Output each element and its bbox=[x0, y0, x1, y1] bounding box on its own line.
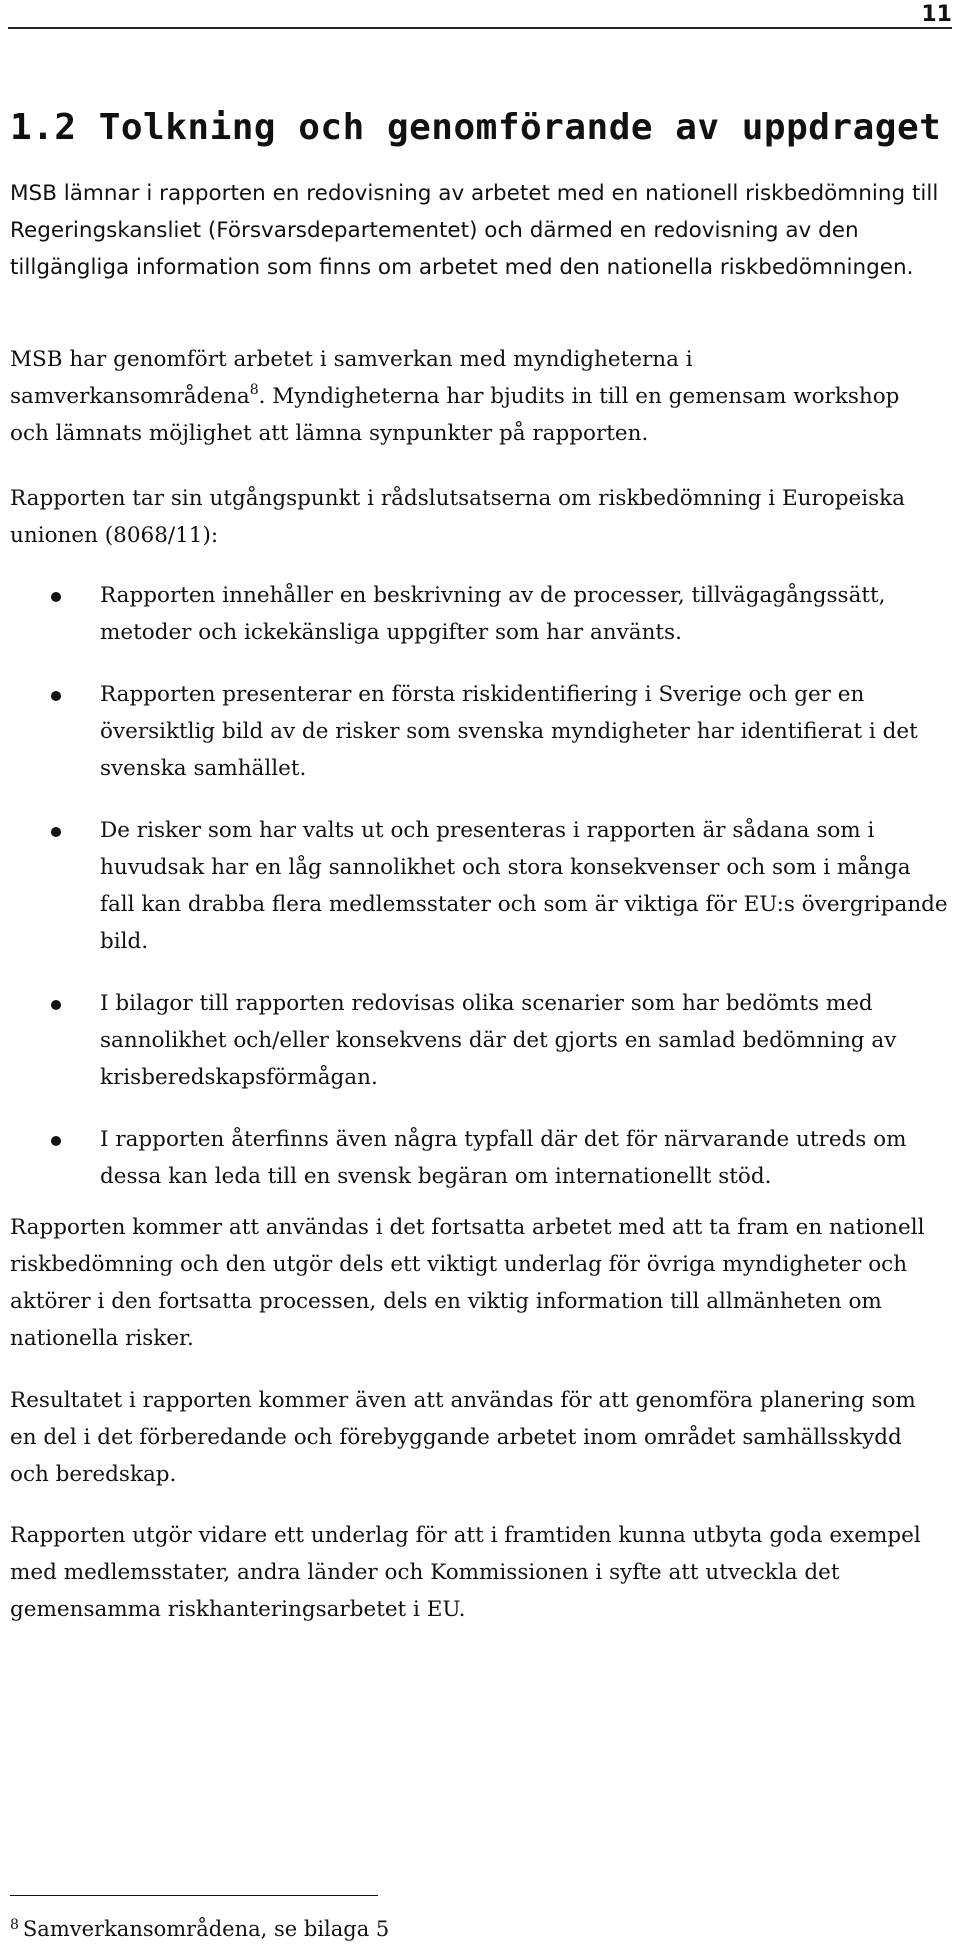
bullet-dot bbox=[51, 592, 61, 602]
page-number: 11 bbox=[921, 2, 952, 27]
bullet-text: Rapporten innehåller en beskrivning av de processer, tillvägagångssätt, metoder och ickekänsliga uppgifter som har använts. bbox=[100, 583, 886, 645]
exchange-paragraph: Rapporten utgör vidare ett underlag för att i framtiden kunna utbyta goda exempel med medlemsstater, andra länder och Kommissionen i syfte att utveckla det gemensamma riskhanteringsarbetet i EU. bbox=[10, 1523, 921, 1622]
cooperation-paragraph bbox=[10, 341, 945, 452]
section-heading: 1.2 Tolkning och genomförande av uppdraget bbox=[10, 107, 942, 148]
intro-paragraph: MSB lämnar i rapporten en redovisning av arbetet med en nationell riskbedömning till Regeringskansliet (Försvarsdepartementet) och därmed en redovisning av den tillgängliga information som finns om arbetet med den nationella riskbedömningen. bbox=[10, 181, 939, 280]
bullet-dot bbox=[51, 1136, 61, 1146]
bullet-item bbox=[0, 577, 950, 651]
footnote-mark: 8 bbox=[10, 1917, 19, 1933]
bullet-text: Rapporten presenterar en första riskidentifiering i Sverige och ger en översiktlig bild av de risker som svenska myndigheter har identifierat i det svenska samhället. bbox=[100, 682, 918, 781]
bullet-item bbox=[0, 812, 950, 960]
bullet-item bbox=[0, 1121, 950, 1195]
cooperation-text-after: . Myndigheterna har bjudits in till en gemensam workshop och lämnats möjlighet att lämna synpunkter på rapporten. bbox=[10, 384, 900, 446]
bullet-dot bbox=[51, 827, 61, 837]
bullet-text: De risker som har valts ut och presenteras i rapporten är sådana som i huvudsak har en låg sannolikhet och stora konsekvenser och som i många fall kan drabba flera medlemsstater och som är viktiga för EU:s övergripande bild. bbox=[100, 818, 948, 954]
bullet-text: I rapporten återfinns även några typfall där det för närvarande utreds om dessa kan leda till en svensk begäran om internationellt stöd. bbox=[100, 1127, 907, 1189]
footnote-separator bbox=[10, 1895, 378, 1896]
usage-paragraph: Rapporten kommer att användas i det fortsatta arbetet med att ta fram en nationell riskbedömning och den utgör dels ett viktigt underlag för övriga myndigheter och aktörer i den fortsatta processen, dels en viktig information till allmänheten om nationella risker. bbox=[10, 1215, 925, 1351]
footnote-text: Samverkansområdena, se bilaga 5 bbox=[22, 1917, 390, 1941]
bullet-dot bbox=[51, 1000, 61, 1010]
bullet-item bbox=[0, 676, 950, 787]
bullet-text: I bilagor till rapporten redovisas olika scenarier som har bedömts med sannolikhet och/eller konsekvens där det gjorts en samlad bedömning av krisberedskapsförmågan. bbox=[100, 991, 897, 1090]
bullet-dot bbox=[51, 691, 61, 701]
bullet-item bbox=[0, 985, 950, 1096]
basis-paragraph: Rapporten tar sin utgångspunkt i rådslutsatserna om riskbedömning i Europeiska unionen (8068/11): bbox=[10, 486, 905, 548]
footnote bbox=[10, 1916, 389, 1942]
header-rule bbox=[8, 27, 952, 29]
results-paragraph: Resultatet i rapporten kommer även att användas för att genomföra planering som en del i det förberedande och förebyggande arbetet inom området samhällsskydd och beredskap. bbox=[10, 1388, 916, 1487]
footnote-reference[interactable]: 8 bbox=[249, 382, 259, 398]
cooperation-text-before: MSB har genomfört arbetet i samverkan med myndigheterna i samverkansområdena bbox=[10, 347, 693, 409]
bullet-list bbox=[0, 577, 950, 1220]
